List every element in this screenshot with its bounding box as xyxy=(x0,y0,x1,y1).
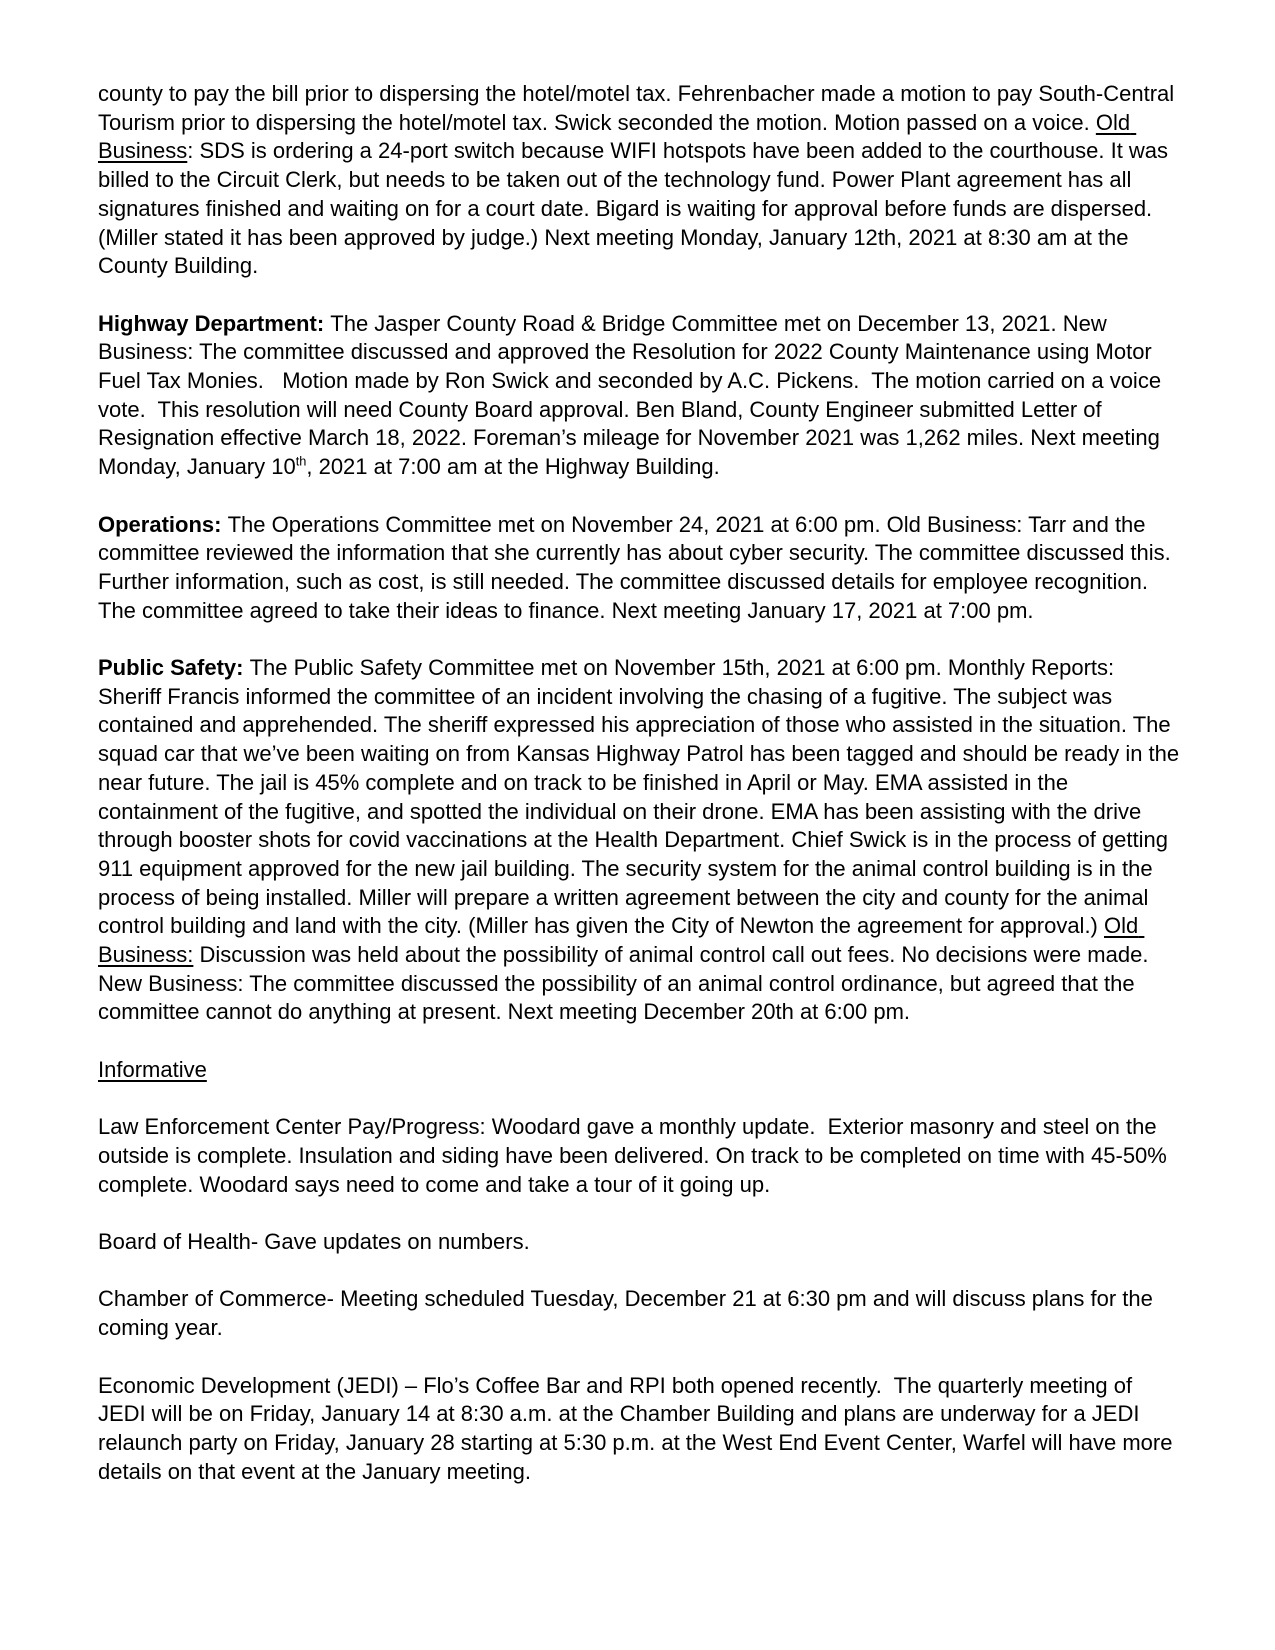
underlined-text: Informative xyxy=(98,1056,207,1082)
text-run: Chamber of Commerce- Meeting scheduled Tuesday, December 21 at 6:30 pm and will discuss plans for the coming year. xyxy=(98,1286,1160,1341)
text-run: Board of Health- Gave updates on numbers. xyxy=(98,1229,530,1255)
text-run: Law Enforcement Center Pay/Progress: Woodard gave a monthly update. Exterior masonry and steel on the outside is complete. Insulation and siding have been delivered. On track to be completed on time with 45-50% complete. Woodard says need to come and take a tour of it going up. xyxy=(98,1114,1173,1197)
text-run: Economic Development (JEDI) – Flo’s Coffee Bar and RPI both opened recently. The quarterly meeting of JEDI will be on Friday, January 14 at 8:30 a.m. at the Chamber Building and plans are underway for a JEDI relaunch party on Friday, January 28 starting at 5:30 p.m. at the West End Event Center, Warfel will have more details on that event at the January meeting. xyxy=(98,1372,1179,1484)
text-run: , 2021 at 7:00 am at the Highway Building. xyxy=(306,454,720,480)
text-run: The Public Safety Committee met on November 15th, 2021 at 6:00 pm. Monthly Reports: Sheriff Francis informed the committee of an incident involving the chasing of a fugitive. The subject was contained and apprehended. The sheriff expressed his appreciation of those who assisted in the situation. The squad car that we’ve been waiting on from Kansas Highway Patrol has been tagged and should be ready in the near future. The jail is 45% complete and on track to be finished in April or May. EMA assisted in the containment of the fugitive, and spotted the individual on their drone. EMA has been assisting with the drive through booster shots for covid vaccinations at the Health Department. Chief Swick is in the process of getting 911 equipment approved for the new jail building. The security system for the animal control building is in the process of being installed. Miller will prepare a written agreement between the city and county for the animal control building and land with the city. (Miller has given the City of Newton the agreement for approval.) xyxy=(98,655,1186,939)
paragraph-public-safety xyxy=(98,654,1186,1027)
paragraph-operations xyxy=(98,511,1183,626)
paragraph-economic-development xyxy=(98,1372,1183,1487)
paragraph-law-enforcement-center xyxy=(98,1113,1183,1199)
bold-lead-in: Public Safety: xyxy=(98,655,250,681)
paragraph-county-finance xyxy=(98,80,1183,281)
bold-lead-in: Operations: xyxy=(98,511,228,537)
underlined-text: Old Business xyxy=(98,109,1137,164)
text-run: county to pay the bill prior to dispersing the hotel/motel tax. Fehrenbacher made a motion to pay South-Central Tourism prior to dispersing the hotel/motel tax. Swick seconded the motion. Motion passed on a voice. xyxy=(98,81,1180,135)
text-run: Discussion was held about the possibility of animal control call out fees. No decisions were made. New Business: The committee discussed the possibility of an animal control ordinance, but agreed that the committee cannot do anything at present. Next meeting December 20th at 6:00 pm. xyxy=(98,942,1155,1025)
paragraph-chamber-of-commerce xyxy=(98,1285,1183,1342)
text-run: The Operations Committee met on November 24, 2021 at 6:00 pm. Old Business: Tarr and the committee reviewed the information that she currently has about cyber security. The committee discussed this. Further information, such as cost, is still needed. The committee discussed details for employee recognition. The committee agreed to take their ideas to finance. Next meeting January 17, 2021 at 7:00 pm. xyxy=(98,511,1177,623)
heading-informative xyxy=(98,1056,1183,1085)
superscript-ordinal: th xyxy=(295,453,307,469)
paragraph-board-of-health xyxy=(98,1228,1183,1257)
text-run: The Jasper County Road & Bridge Committee met on December 13, 2021. New Business: The committee discussed and approved the Resolution for 2022 County Maintenance using Motor Fuel Tax Monies. Motion made by Ron Swick and seconded by A.C. Pickens. The motion carried on a voice vote. This resolution will need County Board approval. Ben Bland, County Engineer submitted Letter of Resignation effective March 18, 2022. Foreman’s mileage for November 2021 was 1,262 miles. Next meeting Monday, January 10 xyxy=(98,310,1168,480)
underlined-text: Old Business: xyxy=(98,913,1145,968)
paragraph-highway-department xyxy=(98,310,1183,482)
bold-lead-in: Highway Department: xyxy=(98,310,331,336)
text-run: : SDS is ordering a 24-port switch because WIFI hotspots have been added to the courthouse. It was billed to the Circuit Clerk, but needs to be taken out of the technology fund. Power Plant agreement has all signatures finished and waiting on for a court date. Bigard is waiting for approval before funds are dispersed. (Miller stated it has been approved by judge.) Next meeting Monday, January 12th, 2021 at 8:30 am at the County Building. xyxy=(98,138,1175,279)
